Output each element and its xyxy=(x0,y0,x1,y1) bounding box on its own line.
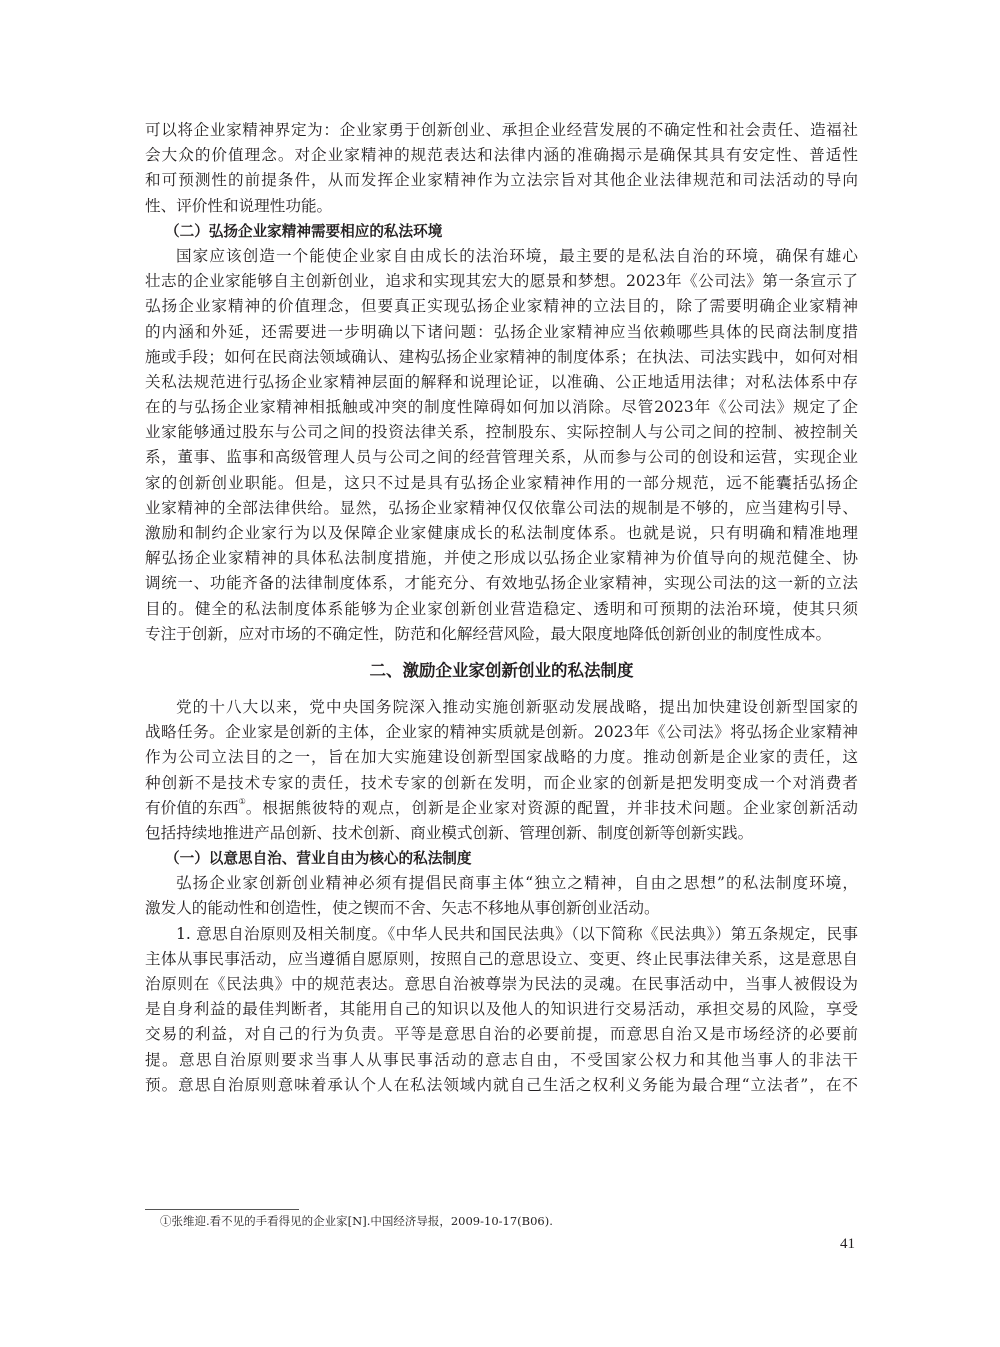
text-line: 专注于创新，应对市场的不确定性，防范和化解经营风险，最大限度地降低创新创业的制度性成本。 xyxy=(145,624,832,643)
text-line: 壮志的企业家能够自主创新创业，追求和实现其宏大的愿景和梦想。2023年《公司法》第一条宣示了 xyxy=(145,272,858,291)
text-line: 包括持续地推进产品创新、技术创新、商业模式创新、管理创新、制度创新等创新实践。 xyxy=(145,823,754,842)
text-line: 和可预测性的前提条件，从而发挥企业家精神作为立法宗旨对其他企业法律规范和司法活动的导向 xyxy=(145,171,858,190)
text-line: 1. 意思自治原则及相关制度。《中华人民共和国民法典》（以下简称《民法典》）第五条规定，民事 xyxy=(176,924,858,943)
text-line: 在的与弘扬企业家精神相抵触或冲突的制度性障碍如何加以消除。尽管2023年《公司法》规定了企 xyxy=(145,398,858,417)
text-line: 关私法规范进行弘扬企业家精神层面的解释和说理论证，以准确、公正地适用法律；对私法体系中存 xyxy=(145,372,858,391)
subheading: （二）弘扬企业家精神需要相应的私法环境 xyxy=(165,222,443,240)
text-line: 主体从事民事活动，应当遵循自愿原则，按照自己的意思设立、变更、终止民事法律关系，这是意思自 xyxy=(145,949,858,968)
text-segment: 。根据熊彼特的观点，创新是企业家对资源的配置，并非技术问题。企业家创新活动 xyxy=(245,798,858,817)
section-heading: 二、激励企业家创新创业的私法制度 xyxy=(369,660,634,680)
paragraph xyxy=(145,922,858,1098)
text-line: 业家精神的全部法律供给。显然，弘扬企业家精神仅仅依靠公司法的规制是不够的，应当建构引导、 xyxy=(145,498,858,517)
text-line: 党的十八大以来，党中央国务院深入推动实施创新驱动发展战略，提出加快建设创新型国家的 xyxy=(176,697,858,716)
text-line: 激发人的能动性和创造性，使之锲而不舍、矢志不移地从事创新创业活动。 xyxy=(145,899,660,918)
text-line: 弘扬企业家精神的价值理念，但要真正实现弘扬企业家精神的立法目的，除了需要明确企业家精神 xyxy=(145,297,858,316)
text-line: 提。意思自治原则要求当事人从事民事活动的意志自由，不受国家公权力和其他当事人的非法干 xyxy=(145,1050,858,1069)
footnote-reference[interactable]: ① xyxy=(238,796,246,806)
paragraph xyxy=(145,118,858,219)
text-line: 会大众的价值理念。对企业家精神的规范表达和法律内涵的准确揭示是确保其具有安定性、普适性 xyxy=(145,146,858,165)
text-line: 的内涵和外延，还需要进一步明确以下诸问题：弘扬企业家精神应当依赖哪些具体的民商法制度措 xyxy=(145,322,858,341)
text-segment: 有价值的东西 xyxy=(145,798,239,817)
footnote-divider xyxy=(145,1209,299,1210)
text-line: 弘扬企业家创新创业精神必须有提倡民商事主体“独立之精神，自由之思想”的私法制度环境， xyxy=(176,874,858,893)
text-line: 目的。健全的私法制度体系能够为企业家创新创业营造稳定、透明和可预期的法治环境，使其只须 xyxy=(145,599,858,618)
text-line: 战略任务。企业家是创新的主体，企业家的精神实质就是创新。2023年《公司法》将弘扬企业家精神 xyxy=(145,723,858,742)
text-line: 交易的利益，对自己的行为负责。平等是意思自治的必要前提，而意思自治又是市场经济的必要前 xyxy=(145,1025,858,1044)
text-line: 预。意思自治原则意味着承认个人在私法领域内就自己生活之权利义务能为最合理“立法者”，在不 xyxy=(145,1075,858,1094)
text-line: 调统一、功能齐备的法律制度体系，才能充分、有效地弘扬企业家精神，实现公司法的这一新的立法 xyxy=(145,574,858,593)
text-line: 治原则在《民法典》中的规范表达。意思自治被尊崇为民法的灵魂。在民事活动中，当事人被假设为 xyxy=(145,975,858,993)
page-number: 41 xyxy=(840,1236,855,1252)
text-line: 激励和制约企业家行为以及保障企业家健康成长的私法制度体系。也就是说，只有明确和精准地理 xyxy=(145,524,858,542)
text-line: 系，董事、监事和高级管理人员与公司之间的经营管理关系，从而参与公司的创设和运营，实现企业 xyxy=(145,448,858,467)
text-line: 可以将企业家精神界定为：企业家勇于创新创业、承担企业经营发展的不确定性和社会责任、造福社 xyxy=(145,121,858,139)
text-line: 施或手段；如何在民商法领域确认、建构弘扬企业家精神的制度体系；在执法、司法实践中，如何对相 xyxy=(145,347,858,366)
text-line: 性、评价性和说理性功能。 xyxy=(145,196,333,215)
text-line: 家的创新创业职能。但是，这只不过是具有弘扬企业家精神作用的一部分规范，远不能囊括弘扬企 xyxy=(145,473,858,492)
paragraph xyxy=(145,695,858,846)
page-body xyxy=(145,118,858,1098)
text-line: 解弘扬企业家精神的具体私法制度措施，并使之形成以弘扬企业家精神为价值导向的规范健全、协 xyxy=(145,549,858,568)
text-line: 国家应该创造一个能使企业家自由成长的法治环境，最主要的是私法自治的环境，确保有雄心 xyxy=(176,246,858,265)
paragraph xyxy=(145,244,858,647)
text-line: 业家能够通过股东与公司之间的投资法律关系，控制股东、实际控制人与公司之间的控制、被控制关 xyxy=(145,423,858,442)
footnote: ①张维迎.看不见的手看得见的企业家[N].中国经济导报，2009-10-17(B06). xyxy=(160,1214,553,1228)
paragraph xyxy=(145,871,858,921)
text-line: 是自身利益的最佳判断者，其能用自己的知识以及他人的知识进行交易活动，承担交易的风险，享受 xyxy=(145,1000,858,1019)
text-line xyxy=(145,796,858,821)
text-line: 种创新不是技术专家的责任，技术专家的创新在发明，而企业家的创新是把发明变成一个对消费者 xyxy=(145,773,858,792)
text-line: 作为公司立法目的之一，旨在加大实施建设创新型国家战略的力度。推动创新是企业家的责任，这 xyxy=(145,748,858,767)
subheading: （一）以意思自治、营业自由为核心的私法制度 xyxy=(165,850,472,868)
